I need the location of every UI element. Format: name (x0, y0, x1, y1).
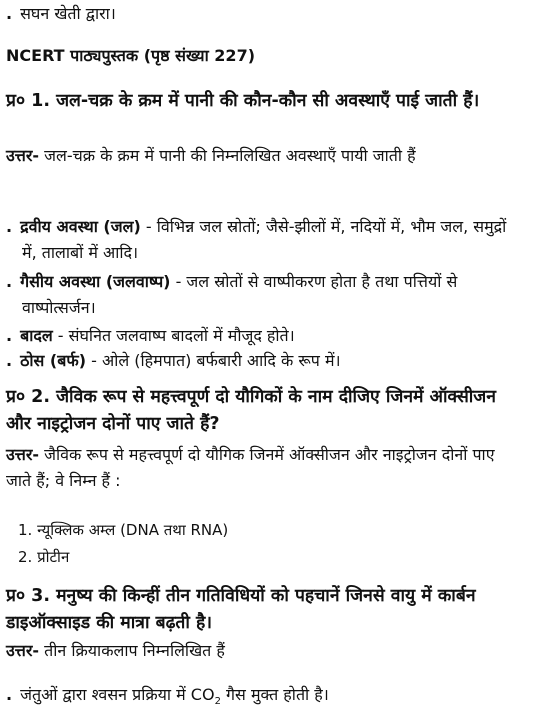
question-2: प्र० 2. जैविक रूप से महत्त्वपूर्ण दो यौगिकों के नाम दीजिए जिनमें ऑक्सीजन और नाइट्रोजन दोनों पाए जाते हैं? (6, 387, 497, 434)
bullet-dot: . (6, 272, 13, 291)
q1-item-liquid (6, 214, 523, 266)
q2-list-item-2: 2. प्रोटीन (18, 548, 70, 566)
answer-3-text: तीन क्रियाकलाप निम्नलिखित हैं (39, 641, 225, 660)
answer-2 (6, 442, 523, 494)
q2-list-item-1: 1. न्यूक्लिक अम्ल (DNA तथा RNA) (18, 521, 229, 539)
item-text: - संघनित जलवाष्प बादलों में मौजूद होते। (52, 326, 295, 345)
question-1: प्र० 1. जल-चक्र के क्रम में पानी की कौन-कौन सी अवस्थाएँ पाई जाती हैं। (6, 91, 480, 111)
item-term: बादल (20, 326, 53, 345)
answer-label: उत्तर- (6, 445, 40, 464)
item-term: ठोस (बर्फ) (20, 351, 87, 370)
item-text: - ओले (हिमपात) बर्फबारी आदि के रूप में। (86, 351, 341, 370)
co2-subscript: 2 (214, 696, 221, 708)
q3-bullet-text-end: गैस मुक्त होती है। (220, 685, 329, 704)
q3-bullet-text: जंतुओं द्वारा श्वसन प्रक्रिया में CO (20, 685, 215, 704)
answer-2-text: जैविक रूप से महत्त्वपूर्ण दो यौगिक जिनमें ऑक्सीजन और नाइट्रोजन दोनों पाए जाते हैं; वे निम्न हैं : (6, 445, 495, 490)
page-reference-text: NCERT पाठ्यपुस्तक (पृष्ठ संख्या 227) (6, 46, 256, 65)
answer-label: उत्तर- (6, 641, 40, 660)
page-reference (6, 44, 255, 66)
q1-item-solid (6, 348, 523, 374)
answer-1-text: जल-चक्र के क्रम में पानी की निम्नलिखित अवस्थाएँ पायी जाती हैं (39, 146, 416, 165)
item-text: - जल स्रोतों से वाष्पीकरण होता है तथा पत्तियों से वाष्पोत्सर्जन। (22, 272, 458, 317)
bullet-dot: . (6, 4, 13, 23)
q3-bullet (6, 684, 329, 713)
item-text: - विभिन्न जल स्रोतों; जैसे-झीलों में, नदियों में, भौम जल, समुद्रों में, तालाबों में आदि। (22, 217, 507, 262)
answer-label: उत्तर- (6, 146, 40, 165)
bullet-dot: . (6, 326, 13, 345)
top-bullet-text: सघन खेती द्वारा। (20, 4, 116, 23)
answer-3 (6, 638, 523, 664)
answer-1 (6, 143, 523, 169)
bullet-dot: . (6, 217, 13, 236)
q1-item-gas (6, 269, 523, 321)
item-term: द्रवीय अवस्था (जल) (20, 217, 141, 236)
item-term: गैसीय अवस्था (जलवाष्प) (20, 272, 171, 291)
q1-item-cloud (6, 323, 523, 349)
bullet-dot: . (6, 351, 13, 370)
top-bullet (6, 3, 116, 25)
question-3: प्र० 3. मनुष्य की किन्हीं तीन गतिविधियों को पहचानें जिनसे वायु में कार्बन डाइऑक्साइड की मात्रा बढ़ती है। (6, 586, 476, 633)
bullet-dot: . (6, 685, 13, 704)
